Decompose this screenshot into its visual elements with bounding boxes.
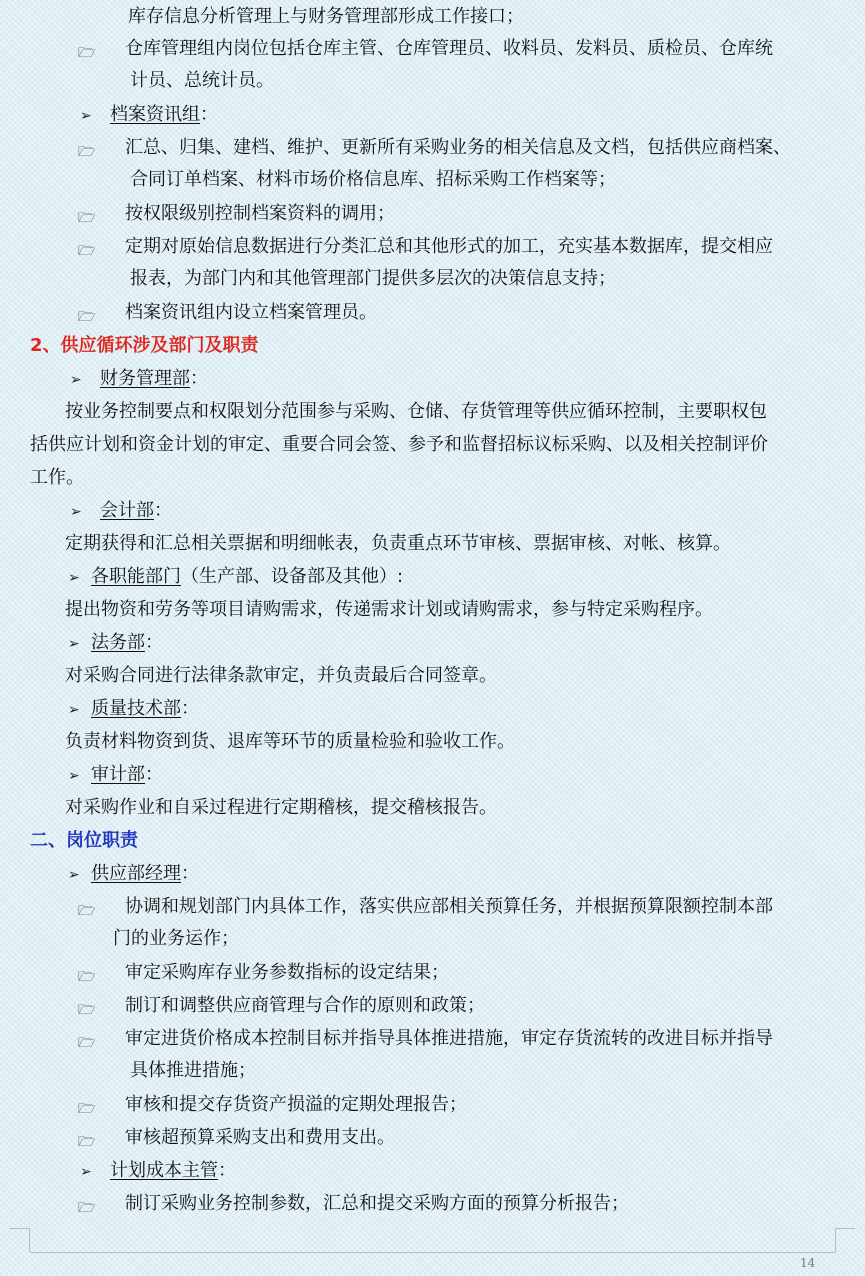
subheading-supply-manager	[91, 859, 199, 889]
subheading-label: 审计部	[91, 764, 145, 785]
colon: ：	[145, 632, 163, 653]
subheading-label: 质量技术部	[91, 698, 181, 719]
subheading-plan-cost	[110, 1156, 236, 1186]
arrow-bullet-icon: ➢	[80, 108, 92, 124]
text-line: 制订采购业务控制参数，汇总和提交采购方面的预算分析报告；	[125, 1193, 629, 1214]
folder-bullet-icon: 🗁	[78, 45, 96, 61]
text-line: 审定采购库存业务参数指标的设定结果；	[125, 962, 449, 983]
text-line: 审核和提交存货资产损溢的定期处理报告；	[125, 1094, 467, 1115]
footer-divider	[30, 1252, 835, 1253]
text-line: 汇总、归集、建档、维护、更新所有采购业务的相关信息及文档，包括供应商档案、	[125, 137, 791, 158]
subheading-functional	[91, 562, 403, 592]
text-line: 报表，为部门内和其他管理部门提供多层次的决策信息支持；	[130, 268, 616, 289]
text-line: 工作。	[30, 467, 84, 488]
colon: ：	[190, 368, 208, 389]
colon: ：	[181, 698, 199, 719]
text-line: 库存信息分析管理上与财务管理部形成工作接口；	[128, 6, 524, 27]
folder-bullet-icon: 🗁	[78, 144, 96, 160]
section-heading-b: 二、岗位职责	[30, 830, 138, 851]
text-line: 制订和调整供应商管理与合作的原则和政策；	[125, 995, 485, 1016]
subheading-finance	[100, 364, 208, 394]
folder-bullet-icon: 🗁	[78, 1200, 96, 1216]
text-line: 按权限级别控制档案资料的调用；	[125, 203, 395, 224]
arrow-bullet-icon: ➢	[68, 636, 80, 652]
folder-bullet-icon: 🗁	[78, 1002, 96, 1018]
page-number: 14	[800, 1256, 816, 1270]
page-corner-mark	[29, 1228, 30, 1252]
folder-bullet-icon: 🗁	[78, 309, 96, 325]
folder-bullet-icon: 🗁	[78, 1134, 96, 1150]
folder-bullet-icon: 🗁	[78, 210, 96, 226]
subheading-label: 档案资讯组	[110, 104, 200, 125]
text-line: 协调和规划部门内具体工作，落实供应部相关预算任务，并根据预算限额控制本部	[125, 896, 773, 917]
subheading-label: 计划成本主管	[110, 1160, 218, 1181]
page-corner-mark	[835, 1228, 836, 1252]
text-line: 合同订单档案、材料市场价格信息库、招标采购工作档案等；	[130, 169, 616, 190]
folder-bullet-icon: 🗁	[78, 1101, 96, 1117]
text-line: 门的业务运作；	[113, 928, 239, 949]
text-line: 括供应计划和资金计划的审定、重要合同会签、参予和监督招标议标采购、以及相关控制评价	[30, 434, 768, 455]
subheading-label: 供应部经理	[91, 863, 181, 884]
text-line: 对采购作业和自采过程进行定期稽核，提交稽核报告。	[65, 797, 497, 818]
text-line: 计员、总统计员。	[130, 70, 274, 91]
arrow-bullet-icon: ➢	[70, 372, 82, 388]
arrow-bullet-icon: ➢	[68, 867, 80, 883]
arrow-bullet-icon: ➢	[68, 768, 80, 784]
subheading-legal	[91, 628, 163, 658]
folder-bullet-icon: 🗁	[78, 243, 96, 259]
colon: ：	[181, 863, 199, 884]
colon: ：	[200, 104, 218, 125]
subheading-label: 财务管理部	[100, 368, 190, 389]
arrow-bullet-icon: ➢	[68, 702, 80, 718]
text-line: 具体推进措施；	[130, 1060, 256, 1081]
arrow-bullet-icon: ➢	[80, 1164, 92, 1180]
subheading-audit	[91, 760, 163, 790]
folder-bullet-icon: 🗁	[78, 969, 96, 985]
colon: ：	[145, 764, 163, 785]
arrow-bullet-icon: ➢	[68, 570, 80, 586]
text-line: 档案资讯组内设立档案管理员。	[125, 302, 377, 323]
section-heading-2: 2、供应循环涉及部门及职责	[30, 335, 259, 356]
folder-bullet-icon: 🗁	[78, 903, 96, 919]
text-line: 定期对原始信息数据进行分类汇总和其他形式的加工，充实基本数据库，提交相应	[125, 236, 773, 257]
arrow-bullet-icon: ➢	[70, 504, 82, 520]
subheading-accounting	[100, 496, 172, 526]
text-line: 定期获得和汇总相关票据和明细帐表，负责重点环节审核、票据审核、对帐、核算。	[65, 533, 731, 554]
text-line: 负责材料物资到货、退库等环节的质量检验和验收工作。	[65, 731, 515, 752]
colon: ：	[218, 1160, 236, 1181]
text-line: 仓库管理组内岗位包括仓库主管、仓库管理员、收料员、发料员、质检员、仓库统	[125, 38, 773, 59]
text-line: 提出物资和劳务等项目请购需求，传递需求计划或请购需求，参与特定采购程序。	[65, 599, 713, 620]
folder-bullet-icon: 🗁	[78, 1035, 96, 1051]
text-line: 审核超预算采购支出和费用支出。	[125, 1127, 395, 1148]
subheading-label: 各职能部门	[91, 566, 181, 587]
text-line: 对采购合同进行法律条款审定，并负责最后合同签章。	[65, 665, 497, 686]
text-line: 按业务控制要点和权限划分范围参与采购、仓储、存货管理等供应循环控制，主要职权包	[65, 401, 767, 422]
subheading-label: 会计部	[100, 500, 154, 521]
subheading-suffix: （生产部、设备部及其他）:	[181, 566, 404, 587]
page-corner-mark	[835, 1228, 855, 1229]
subheading-label: 法务部	[91, 632, 145, 653]
subheading-archive	[110, 100, 218, 130]
page-corner-mark	[10, 1228, 30, 1229]
colon: ：	[154, 500, 172, 521]
subheading-quality	[91, 694, 199, 724]
text-line: 审定进货价格成本控制目标并指导具体推进措施，审定存货流转的改进目标并指导	[125, 1028, 773, 1049]
